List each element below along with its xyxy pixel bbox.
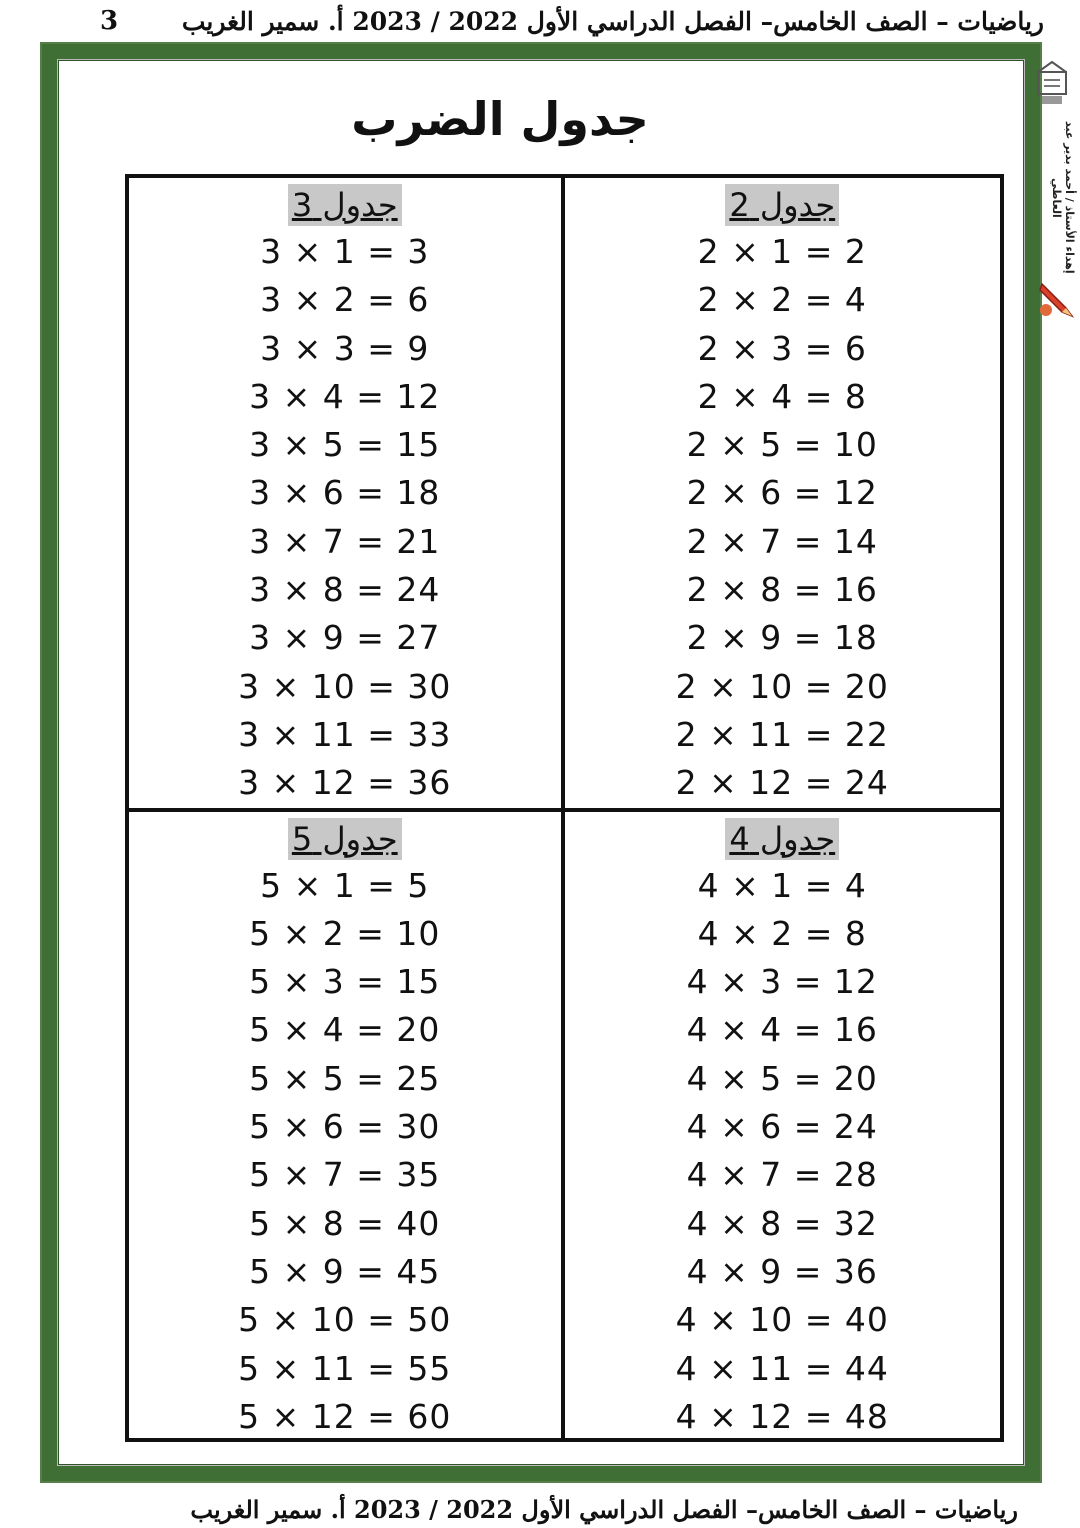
table-row: 5 × 8 = 40 [249, 1203, 441, 1243]
table-row: 5 × 5 = 25 [249, 1058, 441, 1098]
table-row: 3 × 4 = 12 [249, 376, 441, 416]
table-row: 3 × 8 = 24 [249, 570, 441, 610]
table-row: 4 × 11 = 44 [675, 1348, 889, 1388]
pencil-icon [1036, 276, 1078, 322]
table-row: 4 × 6 = 24 [686, 1107, 878, 1147]
table-row: 4 × 5 = 20 [686, 1058, 878, 1098]
table-row: 2 × 6 = 12 [686, 473, 878, 513]
table-row: 5 × 3 = 15 [249, 962, 441, 1002]
table-2-rows [565, 228, 1001, 808]
table-row: 4 × 12 = 48 [675, 1396, 889, 1436]
table-row: 2 × 1 = 2 [697, 232, 867, 271]
table-row: 5 × 9 = 45 [249, 1251, 441, 1291]
table-row: 5 × 11 = 55 [238, 1348, 452, 1388]
table-row: 3 × 12 = 36 [238, 763, 452, 803]
table-row: 5 × 7 = 35 [249, 1155, 441, 1195]
page-title: جدول الضرب [351, 92, 649, 146]
table-row: 3 × 3 = 9 [260, 328, 430, 368]
table-row: 4 × 3 = 12 [686, 962, 878, 1002]
table-row: 4 × 8 = 32 [686, 1203, 878, 1243]
table-row: 4 × 9 = 36 [686, 1251, 878, 1291]
table-row: 3 × 1 = 3 [260, 232, 430, 271]
table-row: 2 × 5 = 10 [686, 425, 878, 465]
table-row: 3 × 2 = 6 [260, 280, 430, 320]
table-row: 2 × 3 = 6 [697, 328, 867, 368]
table-3-rows [129, 228, 561, 808]
table-row: 3 × 7 = 21 [249, 521, 441, 561]
table-row: 2 × 9 = 18 [686, 618, 878, 658]
table-3-cell [129, 178, 565, 812]
table-row: 2 × 2 = 4 [697, 280, 867, 320]
table-5-cell [129, 812, 565, 1442]
table-row: 3 × 9 = 27 [249, 618, 441, 658]
table-4-cell [565, 812, 1001, 1442]
table-5-title: جدول 5 [288, 818, 402, 860]
table-5-rows [129, 862, 561, 1442]
table-2-cell [565, 178, 1001, 812]
page-footer [125, 1490, 1018, 1528]
table-row: 4 × 1 = 4 [697, 865, 867, 905]
table-row: 5 × 10 = 50 [238, 1300, 452, 1340]
table-row: 3 × 10 = 30 [238, 666, 452, 706]
table-row: 5 × 1 = 5 [260, 865, 430, 905]
footer-text: رياضيات – الصف الخامس– الفصل الدراسي الأول 2022 / 2023 أ. سمير الغريب [190, 1494, 1018, 1524]
table-row: 5 × 12 = 60 [238, 1396, 452, 1436]
table-row: 3 × 5 = 15 [249, 425, 441, 465]
table-row: 2 × 10 = 20 [675, 666, 889, 706]
table-row: 2 × 12 = 24 [675, 763, 889, 803]
table-row: 5 × 4 = 20 [249, 1010, 441, 1050]
table-4-title: جدول 4 [725, 818, 839, 860]
table-3-title: جدول 3 [288, 184, 402, 226]
table-row: 4 × 10 = 40 [675, 1300, 889, 1340]
table-row: 4 × 2 = 8 [697, 913, 867, 953]
table-row: 2 × 11 = 22 [675, 714, 889, 754]
table-row: 2 × 8 = 16 [686, 570, 878, 610]
table-row: 3 × 6 = 18 [249, 473, 441, 513]
table-row: 2 × 7 = 14 [686, 521, 878, 561]
table-2-title: جدول 2 [725, 184, 839, 226]
table-row: 5 × 2 = 10 [249, 913, 441, 953]
page-header [100, 2, 1044, 40]
multiplication-tables-grid [125, 174, 1004, 1442]
page-number: 3 [100, 6, 119, 36]
logo-icon [1032, 58, 1072, 110]
table-row: 4 × 4 = 16 [686, 1010, 878, 1050]
table-row: 2 × 4 = 8 [697, 376, 867, 416]
side-dedication-note: إهداء الأستاذ / أحمد بدير عبد العاطي [1050, 121, 1076, 274]
header-text: رياضيات – الصف الخامس– الفصل الدراسي الأول 2022 / 2023 أ. سمير الغريب [181, 6, 1044, 36]
table-row: 5 × 6 = 30 [249, 1107, 441, 1147]
table-4-rows [565, 862, 1001, 1442]
table-row: 4 × 7 = 28 [686, 1155, 878, 1195]
table-row: 3 × 11 = 33 [238, 714, 452, 754]
